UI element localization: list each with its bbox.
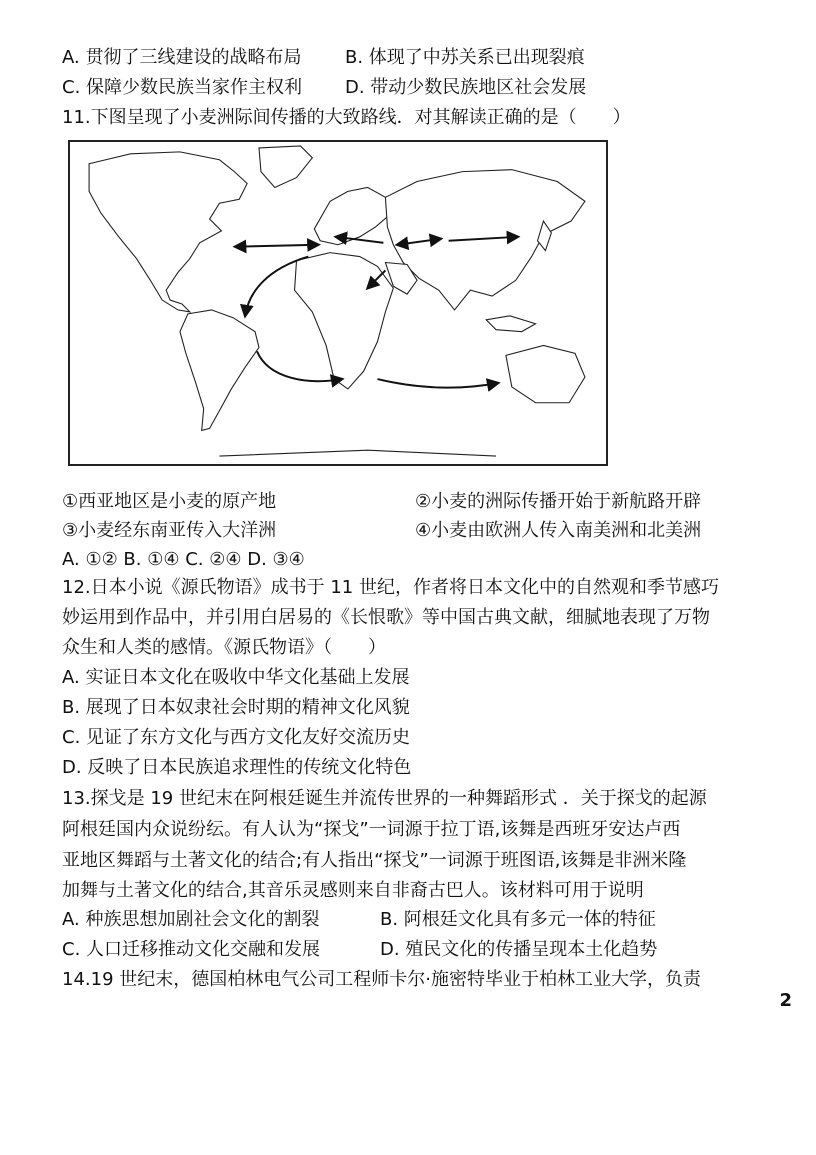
q11-statement-3: ③小麦经东南亚传入大洋洲 xyxy=(62,520,277,541)
q13-option-d: D. 殖民文化的传播呈现本土化趋势 xyxy=(380,939,658,960)
continent-outlines xyxy=(89,146,585,456)
q10-option-a: A. 贯彻了三线建设的战略布局 xyxy=(62,47,302,68)
q12-stem-line-1: 12.日本小说《源氏物语》成书于 11 世纪，作者将日本文化中的自然观和季节感巧 xyxy=(62,577,719,598)
q10-option-b: B. 体现了中苏关系已出现裂痕 xyxy=(345,47,585,68)
south-america-outline xyxy=(180,310,259,431)
africa-outline xyxy=(295,253,394,389)
q12-stem-line-3: 众生和人类的感情。《源氏物语》（ ） xyxy=(62,637,386,658)
asia-outline xyxy=(385,170,585,310)
q11-statement-4: ④小麦由欧洲人传入南美洲和北美洲 xyxy=(415,520,702,541)
q11-choices: A. ①② B. ①④ C. ②④ D. ③④ xyxy=(62,549,305,570)
q12-option-d: D. 反映了日本民族追求理性的传统文化特色 xyxy=(62,757,412,778)
antarctica-outline xyxy=(219,450,496,456)
q13-stem-line-3: 亚地区舞蹈与土著文化的结合;有人指出“探戈”一词源于班图语,该舞是非洲米隆 xyxy=(62,850,687,871)
q13-option-a: A. 种族思想加剧社会文化的割裂 xyxy=(62,909,320,930)
q13-option-b: B. 阿根廷文化具有多元一体的特征 xyxy=(380,909,656,930)
q11-stem: 11.下图呈现了小麦洲际间传播的大致路线．对其解读正确的是（ ） xyxy=(62,107,631,128)
q10-option-d: D. 带动少数民族地区社会发展 xyxy=(345,77,587,98)
q13-stem-line-4: 加舞与土著文化的结合,其音乐灵感则来自非裔古巴人。该材料可用于说明 xyxy=(62,880,644,901)
greenland-outline xyxy=(259,146,312,187)
q11-statement-2: ②小麦的洲际传播开始于新航路开辟 xyxy=(415,491,702,512)
q14-stem-line-1: 14.19 世纪末，德国柏林电气公司工程师卡尔·施密特毕业于柏林工业大学，负责 xyxy=(62,969,701,990)
q13-option-c: C. 人口迁移推动文化交融和发展 xyxy=(62,939,321,960)
wheat-spread-world-map xyxy=(68,140,608,466)
indonesia-outline xyxy=(486,316,535,332)
q13-stem-line-1: 13.探戈是 19 世纪末在阿根廷诞生并流传世界的一种舞蹈形式 ．关于探戈的起源 xyxy=(62,788,707,809)
q12-option-b: B. 展现了日本奴隶社会时期的精神文化风貌 xyxy=(62,697,410,718)
route-africa-to-australia-arrow xyxy=(378,379,499,388)
q10-option-c: C. 保障少数民族当家作主权利 xyxy=(62,77,303,98)
q13-stem-line-2: 阿根廷国内众说纷纭。有人认为“探戈”一词源于拉丁语,该舞是西班牙安达卢西 xyxy=(62,819,681,840)
north-america-outline xyxy=(89,152,247,312)
australia-outline xyxy=(506,345,585,402)
q11-statement-1: ①西亚地区是小麦的原产地 xyxy=(62,491,277,512)
world-map-figure xyxy=(70,142,606,464)
q12-stem-line-2: 妙运用到作品中，并引用白居易的《长恨歌》等中国古典文献，细腻地表现了万物 xyxy=(62,607,710,628)
page-number: 2 xyxy=(779,990,792,1011)
q12-option-a: A. 实证日本文化在吸收中华文化基础上发展 xyxy=(62,667,410,688)
route-europe-to-north-america-arrow xyxy=(235,245,318,247)
europe-outline xyxy=(314,187,389,244)
q12-option-c: C. 见证了东方文化与西方文化友好交流历史 xyxy=(62,727,411,748)
